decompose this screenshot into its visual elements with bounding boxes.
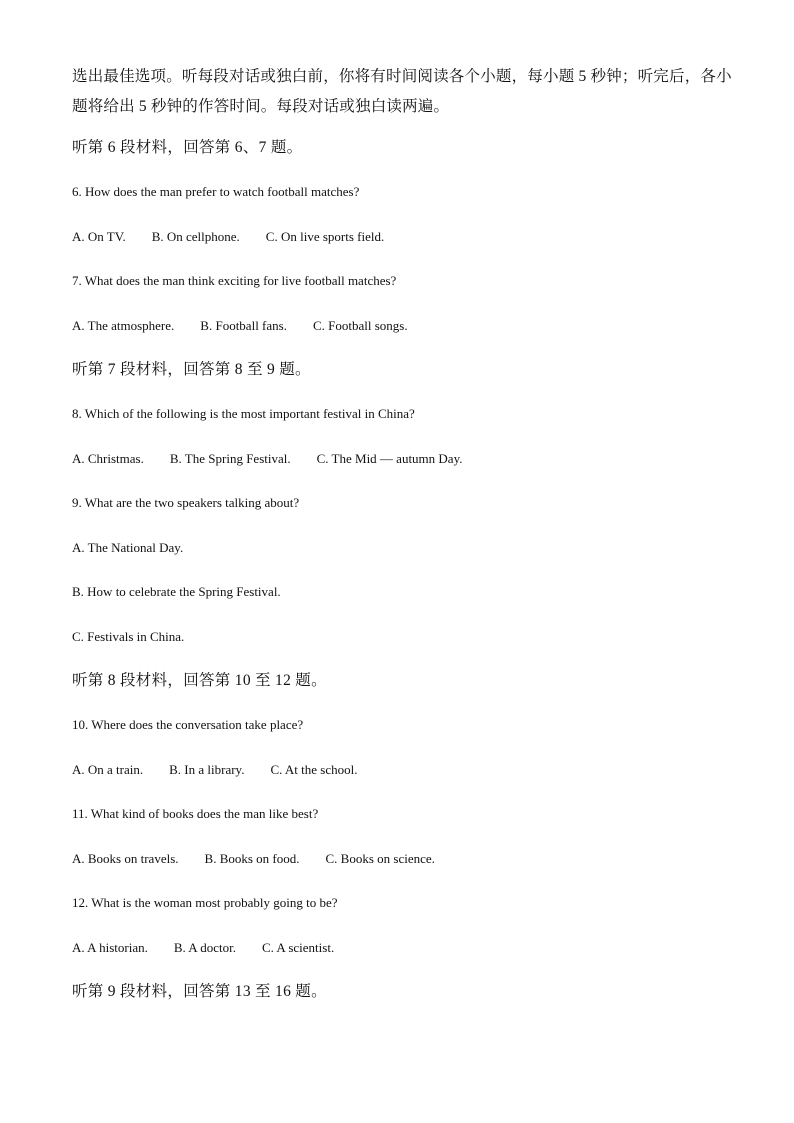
option-8a: A. Christmas. (72, 450, 144, 466)
option-10a: A. On a train. (72, 761, 144, 777)
option-9a: A. The National Day. (72, 539, 184, 555)
options-11 (72, 848, 732, 870)
question-11: 11. What kind of books does the man like best? (72, 806, 319, 821)
option-9b: B. How to celebrate the Spring Festival. (72, 584, 281, 599)
options-10 (72, 759, 732, 781)
option-6a: A. On TV. (72, 228, 126, 244)
options-6 (72, 226, 732, 248)
option-10b: B. In a library. (169, 761, 245, 777)
option-8c: C. The Mid — autumn Day. (316, 450, 463, 466)
question-6: 6. How does the man prefer to watch football matches? (72, 184, 360, 199)
option-10c: C. At the school. (270, 761, 358, 777)
question-7: 7. What does the man think exciting for live football matches? (72, 273, 397, 288)
question-9: 9. What are the two speakers talking about? (72, 495, 300, 510)
instructions-paragraph: 选出最佳选项。听每段对话或独白前，你将有时间阅读各个小题，每小题 5 秒钟；听完后，各小题将给出 5 秒钟的作答时间。每段对话或独白读两遍。 (72, 68, 732, 115)
section-heading-9: 听第 9 段材料，回答第 13 至 16 题。 (72, 983, 327, 1000)
options-8 (72, 448, 732, 470)
option-6c: C. On live sports field. (265, 228, 385, 244)
option-7b: B. Football fans. (200, 317, 287, 333)
section-heading-8: 听第 8 段材料，回答第 10 至 12 题。 (72, 672, 327, 689)
question-8: 8. Which of the following is the most important festival in China? (72, 406, 415, 421)
option-8b: B. The Spring Festival. (169, 450, 291, 466)
section-heading-7: 听第 7 段材料，回答第 8 至 9 题。 (72, 361, 311, 378)
options-12 (72, 937, 732, 959)
option-12a: A. A historian. (72, 939, 148, 955)
question-10: 10. Where does the conversation take place? (72, 717, 304, 732)
option-9c: C. Festivals in China. (72, 628, 185, 644)
option-7a: A. The atmosphere. (72, 317, 175, 333)
options-7 (72, 315, 732, 337)
option-7c: C. Football songs. (312, 317, 408, 333)
option-6b: B. On cellphone. (151, 228, 240, 244)
option-11a: A. Books on travels. (72, 850, 179, 866)
section-heading-6: 听第 6 段材料，回答第 6、7 题。 (72, 139, 303, 156)
question-12: 12. What is the woman most probably going to be? (72, 895, 338, 910)
option-12b: B. A doctor. (173, 939, 236, 955)
document-page (72, 62, 732, 1025)
option-11c: C. Books on science. (325, 850, 435, 866)
option-12c: C. A scientist. (261, 939, 335, 955)
option-11b: B. Books on food. (204, 850, 300, 866)
